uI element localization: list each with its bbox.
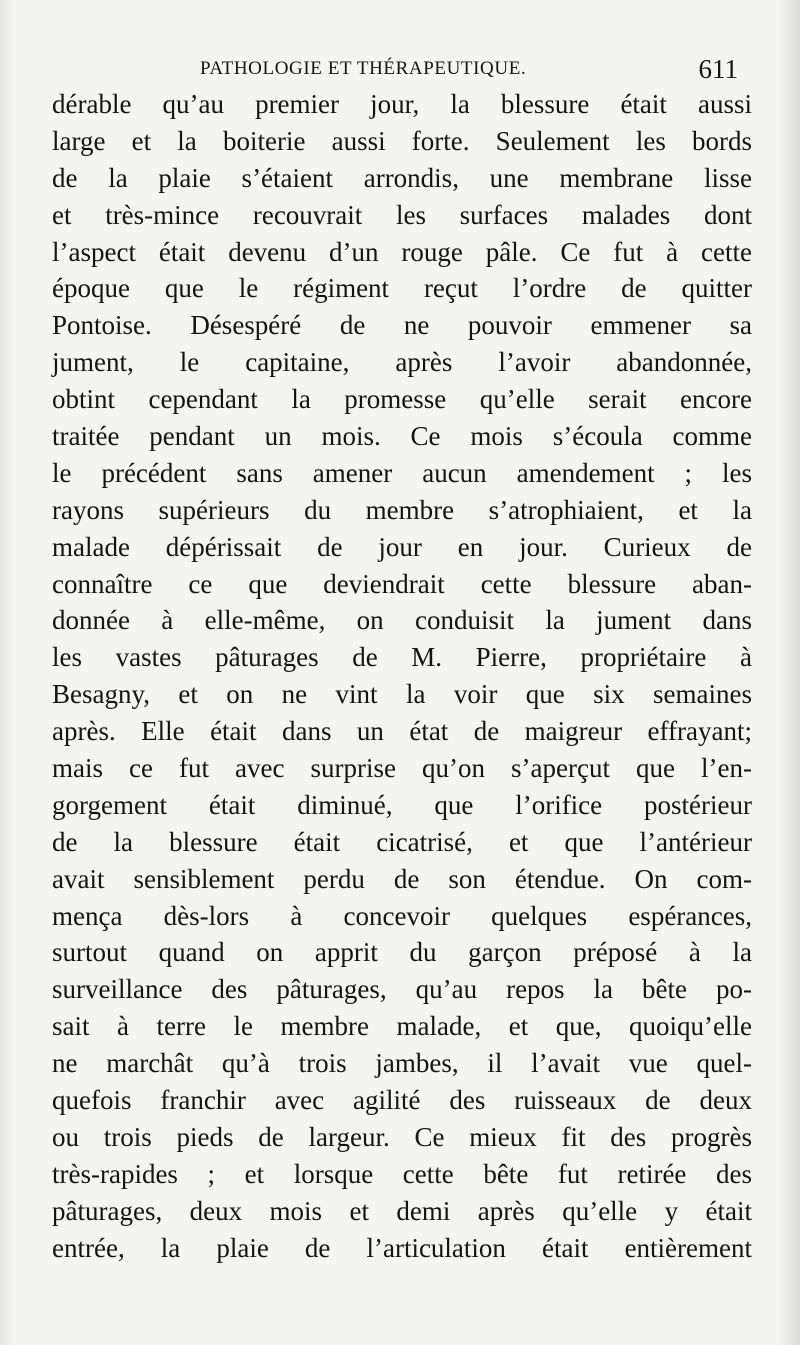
text-line: l’aspect était devenu d’un rouge pâle. Ce fut à cette — [52, 236, 752, 267]
page-edge-shadow — [778, 0, 800, 1345]
text-line: surtout quand on apprit du garçon préposé à la — [52, 937, 752, 968]
text-line: le précédent sans amener aucun amendement ; les — [52, 457, 752, 488]
text-line: donnée à elle-même, on conduisit la jument dans — [52, 605, 752, 636]
page-number: 611 — [698, 54, 738, 84]
text-line: ou trois pieds de largeur. Ce mieux fit des progrès — [52, 1121, 752, 1152]
text-line: obtint cependant la promesse qu’elle serait encore — [52, 384, 752, 415]
text-line: Besagny, et on ne vint la voir que six semaines — [52, 679, 752, 710]
text-line: sait à terre le membre malade, et que, quoiqu’elle — [52, 1011, 752, 1042]
text-line: rayons supérieurs du membre s’atrophiaient, et la — [52, 494, 752, 525]
text-line: pâturages, deux mois et demi après qu’elle y était — [52, 1195, 752, 1226]
text-line: ne marchât qu’à trois jambes, il l’avait vue quel- — [52, 1048, 752, 1079]
text-line: quefois franchir avec agilité des ruisseaux de deux — [52, 1085, 752, 1116]
text-line: très-rapides ; et lorsque cette bête fut retirée des — [52, 1158, 752, 1189]
text-line: Pontoise. Désespéré de ne pouvoir emmener sa — [52, 310, 752, 341]
page-header — [200, 56, 760, 86]
text-line: après. Elle était dans un état de maigreur effrayant; — [52, 716, 752, 747]
text-line: entrée, la plaie de l’articulation était entièrement — [52, 1232, 752, 1263]
text-line: dérable qu’au premier jour, la blessure était aussi — [52, 89, 752, 119]
text-line: traitée pendant un mois. Ce mois s’écoula comme — [52, 421, 752, 452]
text-line: mais ce fut avec surprise qu’on s’aperçut que l’en- — [52, 753, 752, 784]
text-line: avait sensiblement perdu de son étendue. On com- — [52, 863, 752, 894]
body-text — [52, 86, 752, 1267]
text-line: époque que le régiment reçut l’ordre de quitter — [52, 273, 752, 304]
text-line: et très-mince recouvrait les surfaces malades dont — [52, 199, 752, 230]
text-line: jument, le capitaine, après l’avoir abandonnée, — [52, 347, 752, 378]
running-title: PATHOLOGIE ET THÉRAPEUTIQUE. — [200, 58, 527, 79]
page-gutter-shadow — [0, 0, 14, 1345]
text-line: de la blessure était cicatrisé, et que l’antérieur — [52, 826, 752, 857]
text-line: mença dès-lors à concevoir quelques espérances, — [52, 900, 752, 931]
text-line: les vastes pâturages de M. Pierre, propriétaire à — [52, 642, 752, 673]
text-line: connaître ce que deviendrait cette blessure aban- — [52, 568, 752, 599]
text-line: malade dépérissait de jour en jour. Curieux de — [52, 531, 752, 562]
text-line: large et la boiterie aussi forte. Seulement les bords — [52, 125, 752, 156]
text-line: de la plaie s’étaient arrondis, une membrane lisse — [52, 162, 752, 193]
text-line: surveillance des pâturages, qu’au repos la bête po- — [52, 974, 752, 1005]
text-line: gorgement était diminué, que l’orifice postérieur — [52, 789, 752, 820]
